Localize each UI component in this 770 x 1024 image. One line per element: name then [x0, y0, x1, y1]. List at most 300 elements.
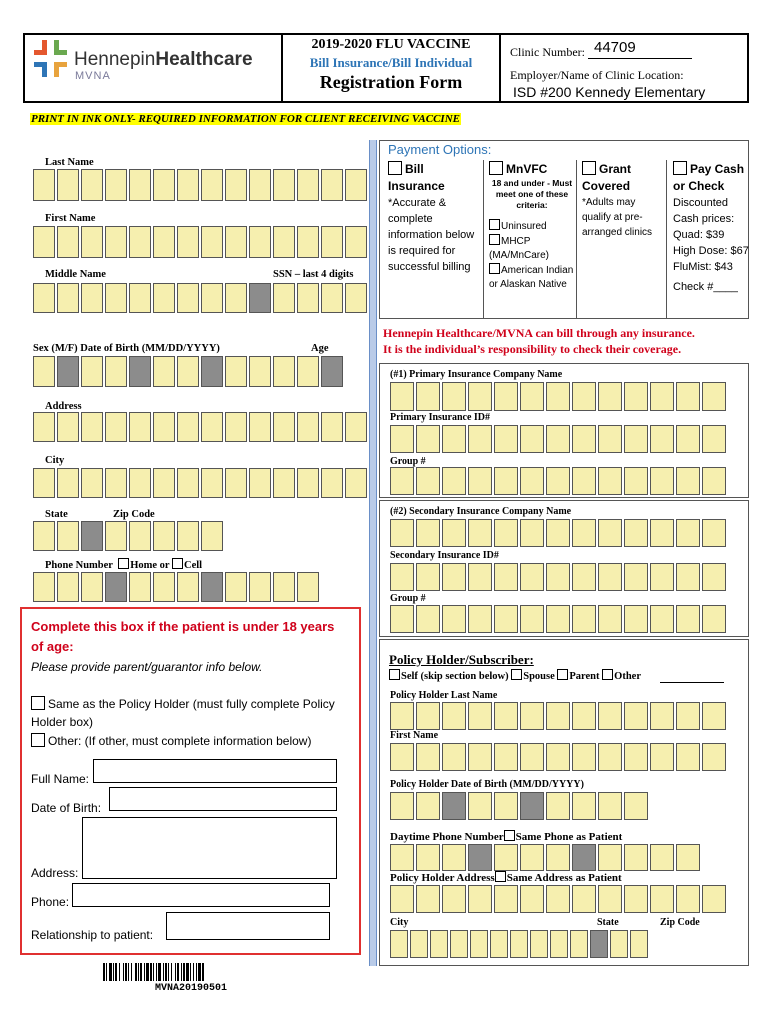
char-box[interactable] [468, 519, 492, 547]
char-box[interactable] [33, 226, 55, 258]
char-box[interactable] [598, 467, 622, 495]
char-box[interactable] [598, 382, 622, 411]
char-box[interactable] [177, 468, 199, 498]
char-box[interactable] [650, 844, 674, 871]
char-box[interactable] [702, 467, 726, 495]
char-box[interactable] [546, 743, 570, 771]
char-box[interactable] [630, 930, 648, 958]
char-box[interactable] [520, 382, 544, 411]
char-box[interactable] [416, 702, 440, 730]
char-box[interactable] [33, 283, 55, 313]
bill-insurance-checkbox[interactable] [388, 161, 402, 175]
char-box[interactable] [416, 382, 440, 411]
char-box[interactable] [494, 425, 518, 453]
char-box[interactable] [345, 226, 367, 258]
char-box[interactable] [650, 743, 674, 771]
char-box[interactable] [57, 169, 79, 201]
char-box[interactable] [494, 563, 518, 591]
group2-field[interactable] [390, 605, 728, 633]
char-box[interactable] [468, 382, 492, 411]
char-box[interactable] [494, 792, 518, 820]
char-box[interactable] [598, 702, 622, 730]
char-box[interactable] [598, 743, 622, 771]
char-box[interactable] [105, 169, 127, 201]
char-box[interactable] [676, 702, 700, 730]
barcode-text: MVNA20190501 [154, 983, 227, 994]
char-box[interactable] [410, 930, 428, 958]
char-box[interactable] [33, 572, 55, 602]
char-box[interactable] [494, 885, 518, 913]
char-box[interactable] [390, 885, 414, 913]
char-box[interactable] [105, 412, 127, 442]
char-box[interactable] [321, 169, 343, 201]
char-box[interactable] [273, 412, 295, 442]
char-box[interactable] [225, 283, 247, 313]
char-box[interactable] [225, 356, 247, 387]
char-box[interactable] [129, 226, 151, 258]
char-box[interactable] [442, 425, 466, 453]
char-box[interactable] [702, 519, 726, 547]
same-phone-checkbox[interactable] [504, 830, 515, 841]
char-box[interactable] [105, 226, 127, 258]
char-box[interactable] [57, 412, 79, 442]
char-box[interactable] [201, 468, 223, 498]
char-box[interactable] [201, 521, 223, 551]
char-box[interactable] [572, 425, 596, 453]
char-box[interactable] [129, 412, 151, 442]
other-guarantor-checkbox[interactable] [31, 733, 45, 747]
char-box[interactable] [676, 844, 700, 871]
char-box[interactable] [650, 605, 674, 633]
char-box[interactable] [416, 563, 440, 591]
char-box[interactable] [273, 468, 295, 498]
char-box[interactable] [530, 930, 548, 958]
char-box[interactable] [33, 521, 55, 551]
char-box[interactable] [598, 519, 622, 547]
char-box[interactable] [430, 930, 448, 958]
char-box[interactable] [468, 605, 492, 633]
char-box[interactable] [390, 519, 414, 547]
char-box[interactable] [510, 930, 528, 958]
char-box[interactable] [177, 412, 199, 442]
char-box[interactable] [546, 382, 570, 411]
char-box[interactable] [273, 356, 295, 387]
char-box[interactable] [572, 743, 596, 771]
char-box[interactable] [416, 605, 440, 633]
char-box[interactable] [650, 519, 674, 547]
char-box[interactable] [81, 169, 103, 201]
char-box[interactable] [177, 521, 199, 551]
char-box[interactable] [650, 563, 674, 591]
char-box[interactable] [610, 930, 628, 958]
char-box[interactable] [33, 412, 55, 442]
first-name-field[interactable] [33, 226, 369, 258]
char-box[interactable] [546, 885, 570, 913]
minor-dob-input[interactable] [109, 787, 337, 811]
char-box[interactable] [416, 885, 440, 913]
char-box[interactable] [105, 283, 127, 313]
char-box[interactable] [390, 792, 414, 820]
char-box[interactable] [546, 519, 570, 547]
char-box[interactable] [676, 605, 700, 633]
char-box[interactable] [546, 467, 570, 495]
char-box[interactable] [520, 519, 544, 547]
char-box[interactable] [650, 425, 674, 453]
char-box[interactable] [676, 885, 700, 913]
char-box[interactable] [201, 169, 223, 201]
char-box[interactable] [676, 382, 700, 411]
char-box[interactable] [105, 468, 127, 498]
char-box[interactable] [153, 468, 175, 498]
char-box[interactable] [177, 283, 199, 313]
char-box[interactable] [624, 519, 648, 547]
char-box[interactable] [520, 425, 544, 453]
ph-last-name-label: Policy Holder Last Name [390, 690, 498, 701]
char-box[interactable] [676, 563, 700, 591]
char-box[interactable] [81, 356, 103, 387]
char-box[interactable] [153, 521, 175, 551]
char-box[interactable] [702, 743, 726, 771]
char-box[interactable] [520, 467, 544, 495]
barcode [103, 963, 279, 981]
char-box[interactable] [520, 885, 544, 913]
char-box[interactable] [520, 743, 544, 771]
char-box[interactable] [676, 425, 700, 453]
char-box[interactable] [442, 519, 466, 547]
char-box[interactable] [702, 382, 726, 411]
char-box[interactable] [570, 930, 588, 958]
char-box[interactable] [57, 468, 79, 498]
char-box[interactable] [598, 792, 622, 820]
char-box[interactable] [297, 468, 319, 498]
ph-last-name-field[interactable] [390, 702, 728, 730]
char-box[interactable] [494, 519, 518, 547]
minor-address-input[interactable] [82, 817, 337, 879]
clinic-number-value[interactable]: 44709 [594, 39, 636, 56]
char-box[interactable] [494, 605, 518, 633]
char-box[interactable] [177, 226, 199, 258]
char-box[interactable] [390, 467, 414, 495]
char-box[interactable] [297, 356, 319, 387]
char-box[interactable] [416, 467, 440, 495]
char-box[interactable] [624, 702, 648, 730]
char-box[interactable] [468, 467, 492, 495]
ph-city-state-zip-field[interactable] [390, 930, 650, 958]
char-box[interactable] [470, 930, 488, 958]
char-box[interactable] [572, 792, 596, 820]
char-box[interactable] [702, 605, 726, 633]
char-box[interactable] [249, 356, 271, 387]
char-box[interactable] [345, 468, 367, 498]
char-box[interactable] [546, 702, 570, 730]
char-box[interactable] [702, 702, 726, 730]
char-box[interactable] [390, 563, 414, 591]
same-as-policy-checkbox[interactable] [31, 696, 45, 710]
char-box[interactable] [442, 563, 466, 591]
char-box[interactable] [390, 605, 414, 633]
sex-dob-age-field[interactable] [33, 356, 345, 387]
char-box[interactable] [416, 844, 440, 871]
ph-address-field[interactable] [390, 885, 728, 913]
char-box[interactable] [81, 226, 103, 258]
char-box[interactable] [598, 605, 622, 633]
primary-id-label: Primary Insurance ID# [390, 412, 490, 423]
char-box[interactable] [494, 743, 518, 771]
minor-phone-input[interactable] [72, 883, 330, 907]
other-relationship-line[interactable] [660, 682, 724, 683]
char-box[interactable] [442, 702, 466, 730]
phone-field[interactable] [33, 572, 321, 602]
char-box[interactable] [57, 226, 79, 258]
char-box[interactable] [442, 844, 466, 871]
char-box[interactable] [321, 226, 343, 258]
char-box[interactable] [129, 283, 151, 313]
char-box[interactable] [201, 226, 223, 258]
char-box[interactable] [624, 844, 648, 871]
char-box[interactable] [676, 467, 700, 495]
char-box[interactable] [650, 467, 674, 495]
payment-col-div-3 [666, 160, 667, 319]
char-box[interactable] [225, 226, 247, 258]
char-box[interactable] [225, 169, 247, 201]
relationship-input[interactable] [166, 912, 330, 940]
char-box[interactable] [624, 563, 648, 591]
char-box[interactable] [177, 356, 199, 387]
separator-box [105, 572, 127, 602]
cell-checkbox[interactable] [172, 558, 183, 569]
char-box[interactable] [546, 563, 570, 591]
char-box[interactable] [297, 169, 319, 201]
char-box[interactable] [624, 605, 648, 633]
same-address-checkbox[interactable] [495, 871, 506, 882]
char-box[interactable] [494, 382, 518, 411]
primary-id-field[interactable] [390, 425, 728, 453]
char-box[interactable] [225, 572, 247, 602]
grant-checkbox[interactable] [582, 161, 596, 175]
char-box[interactable] [273, 572, 295, 602]
primary-name-field[interactable] [390, 382, 728, 411]
employer-value[interactable]: ISD #200 Kennedy Elementary [513, 84, 706, 100]
char-box[interactable] [33, 468, 55, 498]
char-box[interactable] [153, 169, 175, 201]
mnvfc-checkbox[interactable] [489, 161, 503, 175]
char-box[interactable] [297, 226, 319, 258]
char-box[interactable] [546, 425, 570, 453]
char-box[interactable] [201, 283, 223, 313]
char-box[interactable] [177, 572, 199, 602]
relationship-label: Relationship to patient: [31, 928, 154, 942]
address-field[interactable] [33, 412, 369, 442]
char-box[interactable] [416, 425, 440, 453]
char-box[interactable] [321, 412, 343, 442]
char-box[interactable] [702, 563, 726, 591]
char-box[interactable] [520, 844, 544, 871]
char-box[interactable] [624, 467, 648, 495]
char-box[interactable] [546, 844, 570, 871]
char-box[interactable] [468, 425, 492, 453]
char-box[interactable] [494, 844, 518, 871]
char-box[interactable] [550, 930, 568, 958]
char-box[interactable] [416, 792, 440, 820]
cash-checkbox[interactable] [673, 161, 687, 175]
group2-label: Group # [390, 593, 426, 604]
char-box[interactable] [153, 412, 175, 442]
char-box[interactable] [572, 382, 596, 411]
char-box[interactable] [468, 792, 492, 820]
secondary-id-field[interactable] [390, 563, 728, 591]
char-box[interactable] [468, 702, 492, 730]
char-box[interactable] [153, 356, 175, 387]
mhcp-checkbox[interactable] [489, 234, 500, 245]
char-box[interactable] [177, 169, 199, 201]
home-checkbox[interactable] [118, 558, 129, 569]
char-box[interactable] [598, 844, 622, 871]
char-box[interactable] [598, 425, 622, 453]
char-box[interactable] [572, 467, 596, 495]
minor-title-1: Complete this box if the patient is under 18 years [31, 619, 335, 634]
char-box[interactable] [390, 930, 408, 958]
char-box[interactable] [225, 412, 247, 442]
char-box[interactable] [321, 283, 343, 313]
char-box[interactable] [57, 572, 79, 602]
char-box[interactable] [442, 382, 466, 411]
sex-dob-label: Sex (M/F) Date of Birth (MM/DD/YYYY) [33, 343, 220, 354]
char-box[interactable] [273, 226, 295, 258]
middle-name-ssn-field[interactable] [33, 283, 369, 313]
char-box[interactable] [249, 572, 271, 602]
char-box[interactable] [442, 605, 466, 633]
char-box[interactable] [345, 169, 367, 201]
char-box[interactable] [442, 885, 466, 913]
char-box[interactable] [129, 169, 151, 201]
char-box[interactable] [33, 356, 55, 387]
last-name-field[interactable] [33, 169, 369, 201]
char-box[interactable] [81, 412, 103, 442]
char-box[interactable] [490, 930, 508, 958]
parent-checkbox[interactable] [557, 669, 568, 680]
group1-field[interactable] [390, 467, 728, 495]
char-box[interactable] [129, 521, 151, 551]
char-box[interactable] [546, 792, 570, 820]
char-box[interactable] [390, 382, 414, 411]
char-box[interactable] [442, 467, 466, 495]
char-box[interactable] [468, 563, 492, 591]
char-box[interactable] [297, 572, 319, 602]
char-box[interactable] [153, 226, 175, 258]
char-box[interactable] [345, 412, 367, 442]
char-box[interactable] [624, 885, 648, 913]
char-box[interactable] [390, 702, 414, 730]
char-box[interactable] [249, 226, 271, 258]
char-box[interactable] [650, 382, 674, 411]
char-box[interactable] [345, 283, 367, 313]
char-box[interactable] [81, 572, 103, 602]
char-box[interactable] [81, 283, 103, 313]
char-box[interactable] [442, 743, 466, 771]
char-box[interactable] [520, 605, 544, 633]
char-box[interactable] [390, 743, 414, 771]
char-box[interactable] [572, 885, 596, 913]
char-box[interactable] [57, 283, 79, 313]
char-box[interactable] [201, 412, 223, 442]
state-zip-field[interactable] [33, 521, 225, 551]
char-box[interactable] [153, 572, 175, 602]
char-box[interactable] [416, 519, 440, 547]
char-box[interactable] [494, 467, 518, 495]
char-box[interactable] [225, 468, 247, 498]
char-box[interactable] [624, 382, 648, 411]
char-box[interactable] [390, 844, 414, 871]
char-box[interactable] [468, 885, 492, 913]
ph-first-name-field[interactable] [390, 743, 728, 771]
char-box[interactable] [57, 521, 79, 551]
char-box[interactable] [33, 169, 55, 201]
char-box[interactable] [450, 930, 468, 958]
ph-dob-field[interactable] [390, 792, 650, 820]
char-box[interactable] [297, 283, 319, 313]
char-box[interactable] [650, 702, 674, 730]
char-box[interactable] [572, 605, 596, 633]
char-box[interactable] [572, 702, 596, 730]
policy-title: Policy Holder/Subscriber: [389, 652, 534, 667]
char-box[interactable] [494, 702, 518, 730]
secondary-name-field[interactable] [390, 519, 728, 547]
char-box[interactable] [297, 412, 319, 442]
minor-title-2: of age: [31, 639, 74, 654]
self-checkbox[interactable] [389, 669, 400, 680]
american-indian-checkbox[interactable] [489, 263, 500, 274]
spouse-checkbox[interactable] [511, 669, 522, 680]
char-box[interactable] [153, 283, 175, 313]
char-box[interactable] [249, 412, 271, 442]
char-box[interactable] [468, 743, 492, 771]
city-field[interactable] [33, 468, 369, 498]
char-box[interactable] [702, 885, 726, 913]
char-box[interactable] [81, 468, 103, 498]
char-box[interactable] [598, 563, 622, 591]
char-box[interactable] [572, 519, 596, 547]
char-box[interactable] [129, 468, 151, 498]
char-box[interactable] [520, 563, 544, 591]
char-box[interactable] [572, 563, 596, 591]
char-box[interactable] [520, 702, 544, 730]
char-box[interactable] [624, 425, 648, 453]
char-box[interactable] [650, 885, 674, 913]
ph-phone-field[interactable] [390, 844, 702, 871]
char-box[interactable] [624, 792, 648, 820]
char-box[interactable] [273, 283, 295, 313]
char-box[interactable] [249, 468, 271, 498]
char-box[interactable] [105, 356, 127, 387]
char-box[interactable] [624, 743, 648, 771]
char-box[interactable] [546, 605, 570, 633]
char-box[interactable] [676, 519, 700, 547]
char-box[interactable] [598, 885, 622, 913]
char-box[interactable] [676, 743, 700, 771]
other-checkbox[interactable] [602, 669, 613, 680]
char-box[interactable] [129, 572, 151, 602]
uninsured-checkbox[interactable] [489, 219, 500, 230]
char-box[interactable] [416, 743, 440, 771]
ph-address-label: Policy Holder Address Same Address as Patient [390, 872, 622, 884]
full-name-input[interactable] [93, 759, 337, 783]
char-box[interactable] [273, 169, 295, 201]
char-box[interactable] [321, 468, 343, 498]
char-box[interactable] [702, 425, 726, 453]
char-box[interactable] [390, 425, 414, 453]
char-box[interactable] [105, 521, 127, 551]
char-box[interactable] [249, 169, 271, 201]
